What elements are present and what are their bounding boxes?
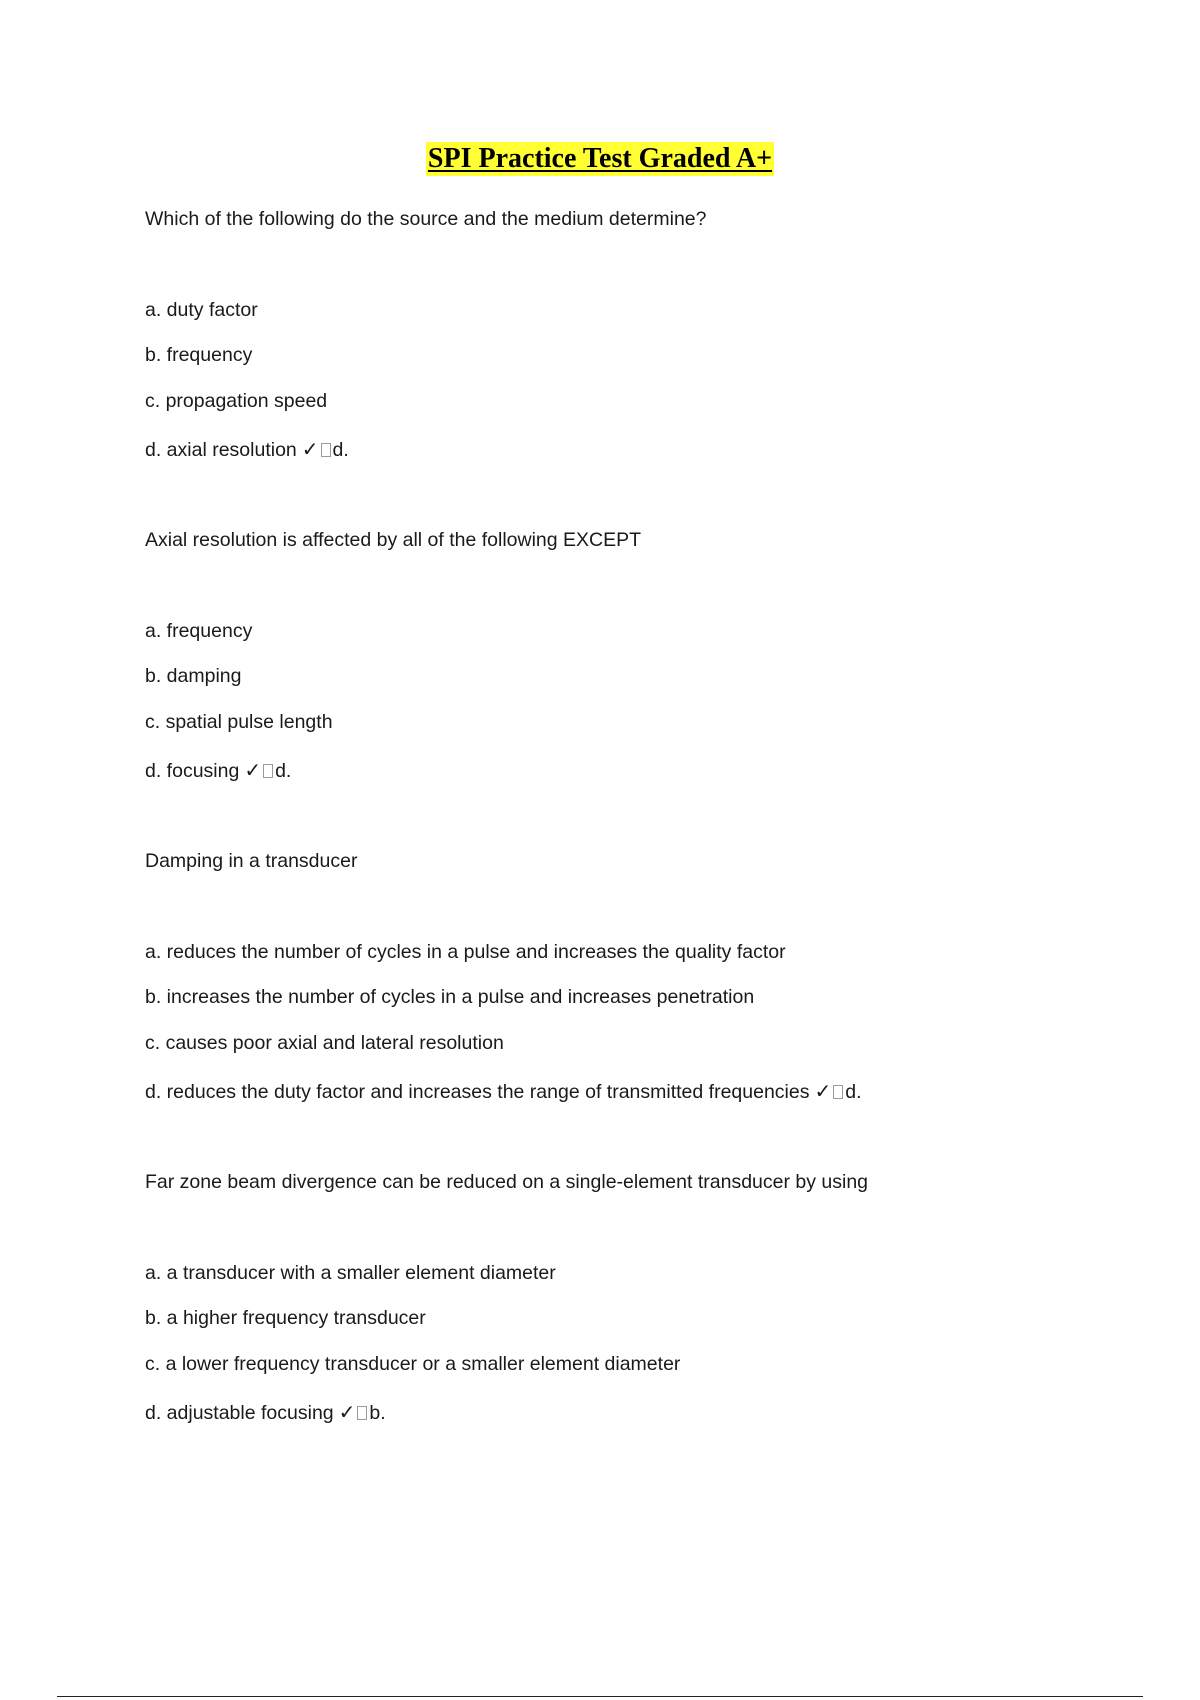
- checkmark-icon: ✓: [301, 437, 319, 461]
- checkbox-icon: [263, 764, 273, 778]
- checkbox-icon: [357, 1406, 367, 1420]
- question-3-answer-mark: [814, 1079, 861, 1104]
- question-1-option-a: a. duty factor: [145, 299, 258, 321]
- document-title: SPI Practice Test Graded A+: [427, 143, 773, 174]
- checkmark-icon: ✓: [814, 1079, 832, 1103]
- question-1-answer-mark: [302, 437, 349, 462]
- question-4-answer-letter: b.: [369, 1402, 386, 1424]
- question-2-option-d-label: d. focusing: [145, 760, 240, 782]
- question-4-answer-mark: [339, 1400, 386, 1425]
- question-2-option-b: b. damping: [145, 665, 242, 687]
- checkmark-icon: ✓: [244, 758, 262, 782]
- question-2-option-d: [145, 758, 291, 783]
- question-4-option-d: [145, 1400, 386, 1425]
- question-1-text: Which of the following do the source and the medium determine?: [145, 208, 707, 230]
- question-2-option-c: c. spatial pulse length: [145, 711, 333, 733]
- checkmark-icon: ✓: [338, 1400, 356, 1424]
- question-1-option-c: c. propagation speed: [145, 390, 328, 412]
- question-2-text: Axial resolution is affected by all of the following EXCEPT: [145, 529, 642, 551]
- title-container: [0, 142, 1200, 176]
- question-3-text: Damping in a transducer: [145, 850, 358, 872]
- footer-divider: [57, 1696, 1143, 1697]
- question-4-option-b: b. a higher frequency transducer: [145, 1307, 426, 1329]
- question-1-option-d: [145, 437, 349, 462]
- question-2-answer-letter: d.: [275, 760, 292, 782]
- checkbox-icon: [321, 443, 331, 457]
- question-1-option-d-label: d. axial resolution: [145, 439, 297, 461]
- checkbox-icon: [833, 1085, 843, 1099]
- question-3-option-d: [145, 1079, 862, 1104]
- question-1-answer-letter: d.: [332, 439, 349, 461]
- question-1-option-b: b. frequency: [145, 344, 253, 366]
- question-3-answer-letter: d.: [845, 1081, 862, 1103]
- question-2-option-a: a. frequency: [145, 620, 253, 642]
- question-4-option-a: a. a transducer with a smaller element diameter: [145, 1262, 556, 1284]
- question-4-option-c: c. a lower frequency transducer or a smaller element diameter: [145, 1353, 681, 1375]
- question-3-option-d-label: d. reduces the duty factor and increases the range of transmitted frequencies: [145, 1081, 810, 1103]
- question-3-option-b: b. increases the number of cycles in a pulse and increases penetration: [145, 986, 755, 1008]
- question-4-text: Far zone beam divergence can be reduced on a single-element transducer by using: [145, 1171, 869, 1193]
- question-3-option-a: a. reduces the number of cycles in a pulse and increases the quality factor: [145, 941, 786, 963]
- question-2-answer-mark: [244, 758, 291, 783]
- question-4-option-d-label: d. adjustable focusing: [145, 1402, 334, 1424]
- question-3-option-c: c. causes poor axial and lateral resolution: [145, 1032, 504, 1054]
